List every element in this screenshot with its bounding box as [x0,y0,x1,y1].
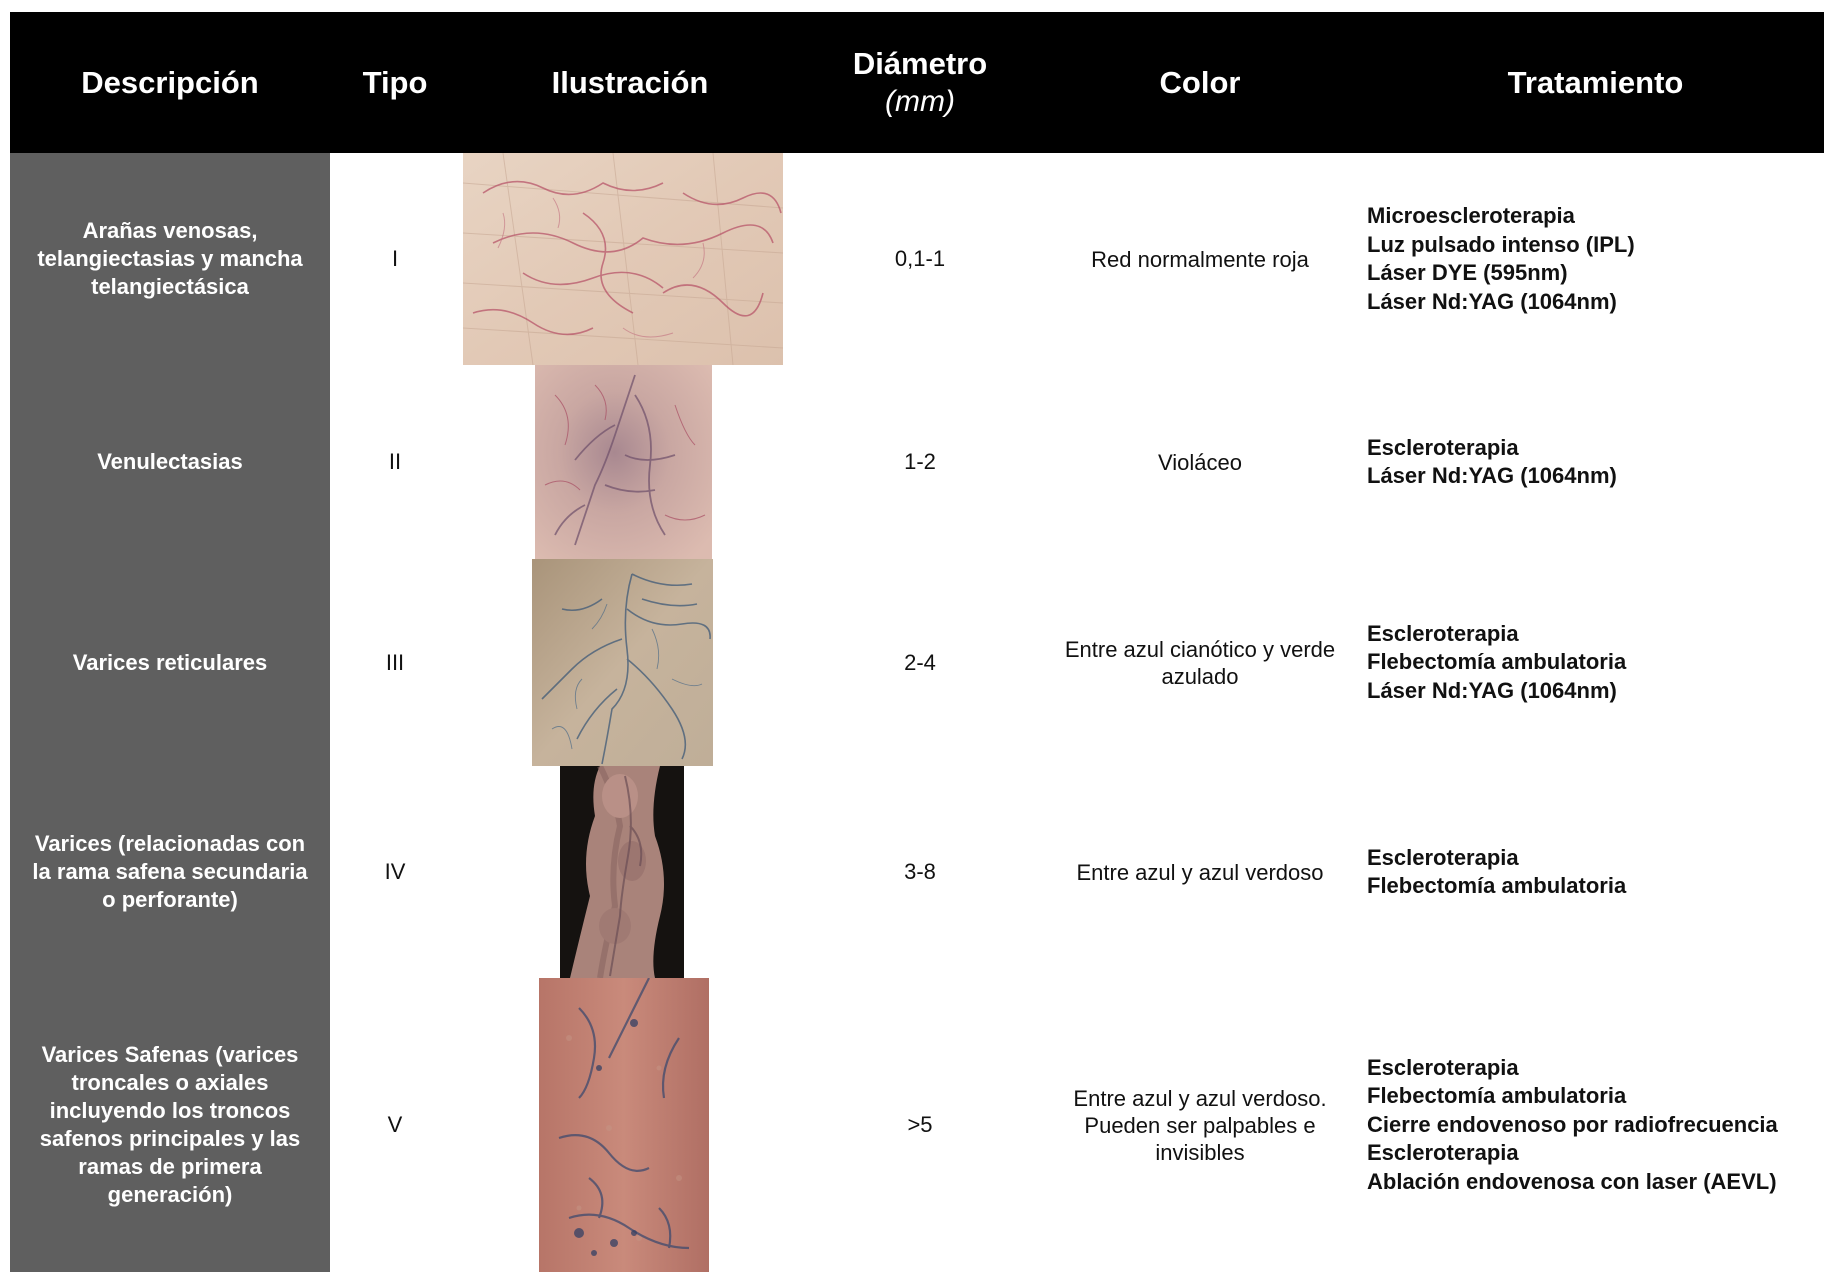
row-tratamiento [1367,365,1824,559]
row-color: Entre azul y azul verdoso. Pueden ser palpables e invisibles [1073,1085,1327,1165]
row-descripcion: Arañas venosas, telangiectasias y mancha telangiectásica [37,218,303,299]
header-color-label: Color [1159,64,1241,100]
row-tipo: II [388,449,402,474]
treatment-item: Escleroterapia [1367,844,1519,870]
vein-classification-table [10,12,1824,1272]
header-tipo [330,12,460,153]
treatment-item: Láser Nd:YAG (1064nm) [1367,288,1617,314]
treatment-item: Microescleroterapia [1367,203,1575,228]
row-tratamiento [1367,559,1824,766]
treatment-item: Flebectomía ambulatoria [1367,873,1627,898]
treatment-list [1367,1054,1778,1197]
row-diametro: 3-8 [904,859,936,884]
venulectasia-photo [535,365,712,559]
header-descripcion-label: Descripción [81,64,259,100]
treatment-item: Flebectomía ambulatoria [1367,1083,1627,1109]
treatment-item: Escleroterapia [1367,620,1519,646]
row-color: Violáceo [1158,449,1242,475]
row-tratamiento [1367,153,1824,365]
row-color: Entre azul y azul verdoso [1076,859,1324,885]
header-tratamiento-label: Tratamiento [1507,64,1684,100]
header-tipo-label: Tipo [362,64,428,100]
treatment-item: Escleroterapia [1367,1140,1519,1166]
row-diametro: 1-2 [904,449,936,474]
row-color: Entre azul cianótico y verde azulado [1064,636,1336,689]
row-color: Red normalmente roja [1091,246,1309,272]
row-tipo: V [387,1112,403,1137]
table-row-tipo-iv [10,766,1824,978]
row-tipo: I [391,246,399,271]
row-descripcion: Varices reticulares [72,649,268,675]
header-color [1040,12,1360,153]
varicose-leg-photo [560,766,684,978]
saphenous-varices-photo [539,978,709,1272]
row-descripcion: Varices Safenas (varices troncales o axiales incluyendo los troncos safenos principales y las ramas de primera generación) [39,1042,301,1207]
treatment-item: Escleroterapia [1367,434,1519,460]
header-tratamiento [1367,12,1824,153]
header-ilustracion-label: Ilustración [551,64,709,100]
treatment-item: Láser Nd:YAG (1064nm) [1367,677,1617,703]
row-tratamiento [1367,766,1824,978]
header-diametro [820,12,1020,153]
table-row-tipo-iii [10,559,1824,766]
header-descripcion [10,12,330,153]
spider-veins-photo [463,153,783,365]
table-row-tipo-ii [10,365,1824,559]
header-ilustracion [460,12,800,153]
row-diametro: >5 [907,1112,933,1137]
header-diametro-unit: (mm) [885,84,955,118]
treatment-list [1367,844,1626,901]
treatment-item: Luz pulsado intenso (IPL) [1367,231,1635,257]
row-diametro: 0,1-1 [894,246,946,271]
row-tipo: III [385,649,405,675]
treatment-item: Láser DYE (595nm) [1367,260,1568,285]
treatment-item: Ablación endovenosa con laser (AEVL) [1367,1168,1777,1194]
table-row-tipo-i [10,153,1824,365]
row-descripcion: Varices (relacionadas con la rama safena secundaria o perforante) [32,831,308,912]
treatment-item: Cierre endovenoso por radiofrecuencia [1367,1111,1778,1137]
row-descripcion: Venulectasias [97,449,243,474]
row-diametro: 2-4 [904,649,936,675]
header-diametro-label: Diámetro [852,45,988,81]
treatment-item: Escleroterapia [1367,1054,1519,1080]
row-tipo: IV [384,859,406,884]
row-tratamiento [1367,978,1824,1272]
treatment-list [1367,434,1617,491]
treatment-list [1367,620,1626,706]
table-row-tipo-v [10,978,1824,1272]
treatment-item: Flebectomía ambulatoria [1367,649,1627,675]
table-header-row [10,12,1824,153]
treatment-item: Láser Nd:YAG (1064nm) [1367,463,1617,488]
reticular-veins-photo [532,559,713,766]
treatment-list [1367,202,1635,316]
